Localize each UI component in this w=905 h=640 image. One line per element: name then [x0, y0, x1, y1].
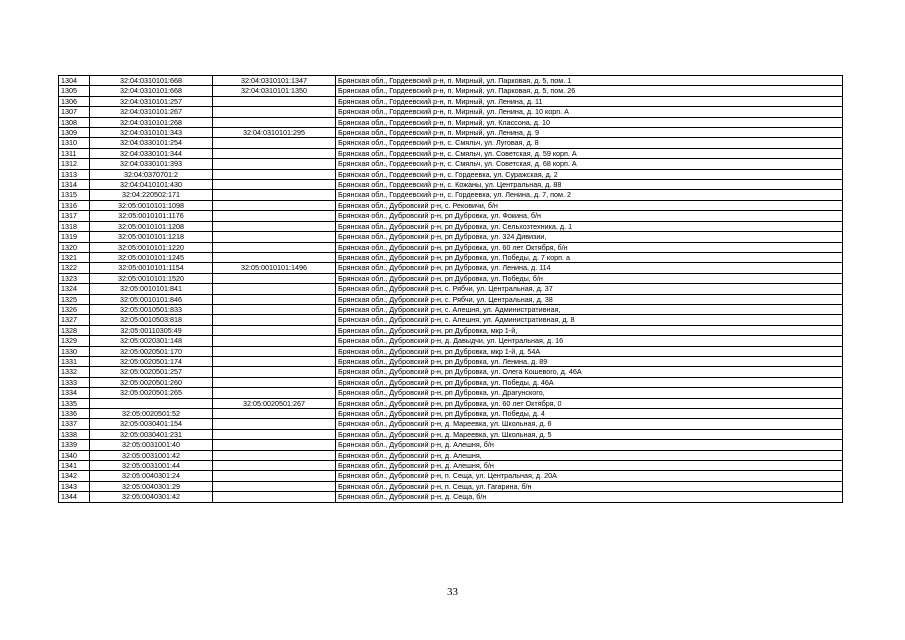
cadastral-number-cell: 32:05:0010101:1245	[90, 252, 213, 262]
table-row	[59, 200, 843, 210]
cadastral-number-cell: 32:04:0310101:668	[90, 86, 213, 96]
cadastral-number-cell: 32:05:0031001:44	[90, 461, 213, 471]
table-row	[59, 388, 843, 398]
address-cell: Брянская обл., Гордеевский р-н, с. Смяльч, ул. Советская, д. 68 корп. А	[336, 159, 843, 169]
address-cell: Брянская обл., Дубровский р-н, с. Алешня, ул. Административная, д. 8	[336, 315, 843, 325]
table-row	[59, 211, 843, 221]
cadastral-number-cell: 32:05:0010101:1176	[90, 211, 213, 221]
table-row	[59, 252, 843, 262]
address-cell: Брянская обл., Гордеевский р-н, с. Кожаны, ул. Центральная, д. 88	[336, 180, 843, 190]
cadastral-number-cell: 32:04:0310101:668	[90, 76, 213, 86]
row-number-cell: 1340	[59, 450, 90, 460]
address-cell: Брянская обл., Дубровский р-н, рп Дубровка, ул. Олега Кошевого, д. 46А	[336, 367, 843, 377]
table-row	[59, 180, 843, 190]
premises-cadastral-number-cell	[213, 356, 336, 366]
cadastral-number-cell: 32:05:0020501:170	[90, 346, 213, 356]
premises-cadastral-number-cell	[213, 304, 336, 314]
row-number-cell: 1312	[59, 159, 90, 169]
table-row	[59, 471, 843, 481]
premises-cadastral-number-cell	[213, 221, 336, 231]
row-number-cell: 1317	[59, 211, 90, 221]
table-row	[59, 398, 843, 408]
premises-cadastral-number-cell	[213, 252, 336, 262]
table-row	[59, 159, 843, 169]
table-row	[59, 377, 843, 387]
row-number-cell: 1329	[59, 336, 90, 346]
row-number-cell: 1342	[59, 471, 90, 481]
row-number-cell: 1334	[59, 388, 90, 398]
cadastral-number-cell: 32:05:0010101:1520	[90, 273, 213, 283]
address-cell: Брянская обл., Дубровский р-н, рп Дубровка, ул. Победы, б/н	[336, 273, 843, 283]
premises-cadastral-number-cell	[213, 409, 336, 419]
table-row	[59, 242, 843, 252]
premises-cadastral-number-cell	[213, 169, 336, 179]
address-cell: Брянская обл., Дубровский р-н, д. Сеща, б/н	[336, 492, 843, 502]
address-cell: Брянская обл., Дубровский р-н, д. Алешня, б/н	[336, 461, 843, 471]
row-number-cell: 1325	[59, 294, 90, 304]
cadastral-number-cell: 32:04:0410101:430	[90, 180, 213, 190]
cadastral-number-cell: 32:04:0370701:2	[90, 169, 213, 179]
table-row	[59, 429, 843, 439]
cadastral-number-cell: 32:05:0020301:148	[90, 336, 213, 346]
premises-cadastral-number-cell	[213, 315, 336, 325]
row-number-cell: 1332	[59, 367, 90, 377]
cadastral-number-cell: 32:05:0030401:154	[90, 419, 213, 429]
address-cell: Брянская обл., Гордеевский р-н, п. Мирный, ул. Ленина, д. 9	[336, 128, 843, 138]
premises-cadastral-number-cell: 32:04:0310101:1350	[213, 86, 336, 96]
row-number-cell: 1330	[59, 346, 90, 356]
table-row	[59, 304, 843, 314]
premises-cadastral-number-cell	[213, 471, 336, 481]
premises-cadastral-number-cell	[213, 242, 336, 252]
table-row	[59, 263, 843, 273]
table-row	[59, 190, 843, 200]
cadastral-number-cell: 32:05:0040301:42	[90, 492, 213, 502]
cadastral-number-cell: 32:04:0330101:393	[90, 159, 213, 169]
cadastral-number-cell: 32:05:0020501:257	[90, 367, 213, 377]
table-row	[59, 356, 843, 366]
table-row	[59, 450, 843, 460]
row-number-cell: 1306	[59, 96, 90, 106]
premises-cadastral-number-cell: 32:04:0310101:295	[213, 128, 336, 138]
cadastral-number-cell: 32:05:0010503:818	[90, 315, 213, 325]
premises-cadastral-number-cell	[213, 232, 336, 242]
address-cell: Брянская обл., Гордеевский р-н, с. Гордеевка, ул. Ленина, д. 7, пом. 2	[336, 190, 843, 200]
cadastral-number-cell: 32:05:0010101:1098	[90, 200, 213, 210]
premises-cadastral-number-cell	[213, 450, 336, 460]
cadastral-number-cell: 32:05:0010101:841	[90, 284, 213, 294]
cadastral-number-cell: 32:05:0031001:40	[90, 440, 213, 450]
cadastral-number-cell: 32:05:0010101:1154	[90, 263, 213, 273]
premises-cadastral-number-cell	[213, 117, 336, 127]
premises-cadastral-number-cell	[213, 377, 336, 387]
address-cell: Брянская обл., Дубровский р-н, п. Сеща, ул. Гагарина, б/н	[336, 481, 843, 491]
cadastral-number-cell: 32:04:0330101:344	[90, 148, 213, 158]
table-row	[59, 461, 843, 471]
premises-cadastral-number-cell	[213, 461, 336, 471]
address-cell: Брянская обл., Дубровский р-н, рп Дубровка, ул. Ленина, д. 114	[336, 263, 843, 273]
premises-cadastral-number-cell	[213, 481, 336, 491]
cadastral-number-cell: 32:04:0310101:267	[90, 107, 213, 117]
table-row	[59, 148, 843, 158]
premises-cadastral-number-cell	[213, 96, 336, 106]
row-number-cell: 1316	[59, 200, 90, 210]
table-row	[59, 221, 843, 231]
row-number-cell: 1318	[59, 221, 90, 231]
row-number-cell: 1321	[59, 252, 90, 262]
cadastral-number-cell: 32:05:0040301:29	[90, 481, 213, 491]
cadastral-number-cell: 32:05:00110305:49	[90, 325, 213, 335]
premises-cadastral-number-cell	[213, 492, 336, 502]
table-row	[59, 367, 843, 377]
table-row	[59, 409, 843, 419]
cadastral-number-cell: 32:04:0330101:254	[90, 138, 213, 148]
address-cell: Брянская обл., Гордеевский р-н, с. Гордеевка, ул. Суражская, д. 2	[336, 169, 843, 179]
address-cell: Брянская обл., Дубровский р-н, д. Давыдчи, ул. Центральная, д. 16	[336, 336, 843, 346]
row-number-cell: 1315	[59, 190, 90, 200]
table-row	[59, 492, 843, 502]
address-cell: Брянская обл., Дубровский р-н, с. Алешня, ул. Административная,	[336, 304, 843, 314]
address-cell: Брянская обл., Дубровский р-н, с. Рековичи, б/н	[336, 200, 843, 210]
premises-cadastral-number-cell	[213, 440, 336, 450]
table-row	[59, 294, 843, 304]
address-cell: Брянская обл., Дубровский р-н, рп Дубровка, мкр 1-й, д. 54А	[336, 346, 843, 356]
row-number-cell: 1323	[59, 273, 90, 283]
table-row	[59, 86, 843, 96]
premises-cadastral-number-cell	[213, 190, 336, 200]
address-cell: Брянская обл., Дубровский р-н, рп Дубровка, мкр 1-й,	[336, 325, 843, 335]
premises-cadastral-number-cell	[213, 388, 336, 398]
address-cell: Брянская обл., Дубровский р-н, рп Дубровка, ул. Победы, д. 7 корп. а	[336, 252, 843, 262]
row-number-cell: 1307	[59, 107, 90, 117]
row-number-cell: 1338	[59, 429, 90, 439]
table-row	[59, 96, 843, 106]
cadastral-number-cell: 32:05:0010501:833	[90, 304, 213, 314]
premises-cadastral-number-cell	[213, 273, 336, 283]
premises-cadastral-number-cell	[213, 367, 336, 377]
row-number-cell: 1327	[59, 315, 90, 325]
address-cell: Брянская обл., Гордеевский р-н, п. Мирный, ул. Классона, д. 10	[336, 117, 843, 127]
row-number-cell: 1310	[59, 138, 90, 148]
table-row	[59, 138, 843, 148]
cadastral-number-cell: 32:04:0310101:343	[90, 128, 213, 138]
row-number-cell: 1311	[59, 148, 90, 158]
row-number-cell: 1341	[59, 461, 90, 471]
premises-cadastral-number-cell	[213, 211, 336, 221]
row-number-cell: 1304	[59, 76, 90, 86]
premises-cadastral-number-cell	[213, 336, 336, 346]
row-number-cell: 1335	[59, 398, 90, 408]
cadastral-number-cell: 32:04:220502:171	[90, 190, 213, 200]
cadastral-number-cell: 32:05:0010101:1208	[90, 221, 213, 231]
premises-cadastral-number-cell: 32:05:0010101:1496	[213, 263, 336, 273]
table-row	[59, 128, 843, 138]
address-cell: Брянская обл., Гордеевский р-н, п. Мирный, ул. Парковая, д. 5, пом. 26	[336, 86, 843, 96]
premises-cadastral-number-cell	[213, 429, 336, 439]
table-body	[59, 76, 843, 503]
table-row	[59, 440, 843, 450]
address-cell: Брянская обл., Дубровский р-н, рп Дубровка, ул. Ленина, д. 89	[336, 356, 843, 366]
premises-cadastral-number-cell	[213, 325, 336, 335]
table-row	[59, 346, 843, 356]
row-number-cell: 1313	[59, 169, 90, 179]
address-cell: Брянская обл., Дубровский р-н, д. Алешня, б/н	[336, 440, 843, 450]
cadastral-number-cell: 32:04:0310101:257	[90, 96, 213, 106]
premises-cadastral-number-cell	[213, 346, 336, 356]
table-row	[59, 284, 843, 294]
address-cell: Брянская обл., Дубровский р-н, рп Дубровка, ул. Драгунского,	[336, 388, 843, 398]
table-row	[59, 117, 843, 127]
cadastral-number-cell: 32:05:0031001:42	[90, 450, 213, 460]
row-number-cell: 1336	[59, 409, 90, 419]
cadastral-number-cell: 32:05:0010101:1218	[90, 232, 213, 242]
address-cell: Брянская обл., Дубровский р-н, д. Мареевка, ул. Школьная, д. 5	[336, 429, 843, 439]
table-row	[59, 273, 843, 283]
table-row	[59, 107, 843, 117]
address-cell: Брянская обл., Дубровский р-н, рп Дубровка, ул. 60 лет Октября, б/н	[336, 242, 843, 252]
cadastral-number-cell: 32:05:0020501:52	[90, 409, 213, 419]
row-number-cell: 1322	[59, 263, 90, 273]
table-row	[59, 76, 843, 86]
address-cell: Брянская обл., Дубровский р-н, рп Дубровка, ул. 324 Дивизии,	[336, 232, 843, 242]
premises-cadastral-number-cell	[213, 180, 336, 190]
address-cell: Брянская обл., Дубровский р-н, д. Алешня,	[336, 450, 843, 460]
address-cell: Брянская обл., Дубровский р-н, с. Рябчи, ул. Центральная, д. 38	[336, 294, 843, 304]
premises-cadastral-number-cell	[213, 200, 336, 210]
row-number-cell: 1337	[59, 419, 90, 429]
cadastral-number-cell: 32:05:0020501:174	[90, 356, 213, 366]
table-row	[59, 481, 843, 491]
premises-cadastral-number-cell	[213, 159, 336, 169]
premises-cadastral-number-cell	[213, 107, 336, 117]
cadastral-number-cell: 32:05:0040301:24	[90, 471, 213, 481]
address-cell: Брянская обл., Дубровский р-н, п. Сеща, ул. Центральная, д. 20А	[336, 471, 843, 481]
premises-cadastral-number-cell	[213, 419, 336, 429]
page-number: 33	[447, 586, 458, 598]
row-number-cell: 1308	[59, 117, 90, 127]
table-row	[59, 169, 843, 179]
row-number-cell: 1319	[59, 232, 90, 242]
cadastral-number-cell: 32:05:0020501:260	[90, 377, 213, 387]
address-cell: Брянская обл., Дубровский р-н, рп Дубровка, ул. Фокина, б/н	[336, 211, 843, 221]
table-row	[59, 232, 843, 242]
table-row	[59, 419, 843, 429]
table-row	[59, 325, 843, 335]
row-number-cell: 1344	[59, 492, 90, 502]
cadastral-number-cell: 32:05:0010101:1220	[90, 242, 213, 252]
cadastral-number-cell: 32:04:0310101:268	[90, 117, 213, 127]
premises-cadastral-number-cell	[213, 294, 336, 304]
address-cell: Брянская обл., Дубровский р-н, д. Мареевка, ул. Школьная, д. 6	[336, 419, 843, 429]
address-cell: Брянская обл., Дубровский р-н, рп Дубровка, ул. Сельхозтехника, д. 1	[336, 221, 843, 231]
row-number-cell: 1331	[59, 356, 90, 366]
address-cell: Брянская обл., Гордеевский р-н, с. Смяльч, ул. Луговая, д. 8	[336, 138, 843, 148]
premises-cadastral-number-cell: 32:05:0020501:267	[213, 398, 336, 408]
row-number-cell: 1309	[59, 128, 90, 138]
property-registry-table	[58, 75, 843, 503]
address-cell: Брянская обл., Гордеевский р-н, п. Мирный, ул. Парковая, д. 5, пом. 1	[336, 76, 843, 86]
row-number-cell: 1314	[59, 180, 90, 190]
address-cell: Брянская обл., Дубровский р-н, с. Рябчи, ул. Центральная, д. 37	[336, 284, 843, 294]
cadastral-number-cell: 32:05:0030401:231	[90, 429, 213, 439]
row-number-cell: 1343	[59, 481, 90, 491]
row-number-cell: 1333	[59, 377, 90, 387]
address-cell: Брянская обл., Дубровский р-н, рп Дубровка, ул. Победы, д. 46А	[336, 377, 843, 387]
table-row	[59, 336, 843, 346]
row-number-cell: 1305	[59, 86, 90, 96]
address-cell: Брянская обл., Гордеевский р-н, п. Мирный, ул. Ленина, д. 11	[336, 96, 843, 106]
cadastral-number-cell: 32:05:0020501:265	[90, 388, 213, 398]
premises-cadastral-number-cell	[213, 148, 336, 158]
address-cell: Брянская обл., Дубровский р-н, рп Дубровка, ул. 60 лет Октября, 0	[336, 398, 843, 408]
row-number-cell: 1324	[59, 284, 90, 294]
premises-cadastral-number-cell	[213, 138, 336, 148]
row-number-cell: 1339	[59, 440, 90, 450]
address-cell: Брянская обл., Гордеевский р-н, п. Мирный, ул. Ленина, д. 10 корп. А	[336, 107, 843, 117]
row-number-cell: 1328	[59, 325, 90, 335]
cadastral-number-cell	[90, 398, 213, 408]
table-row	[59, 315, 843, 325]
cadastral-number-cell: 32:05:0010101:846	[90, 294, 213, 304]
address-cell: Брянская обл., Гордеевский р-н, с. Смяльч, ул. Советская, д. 59 корп. А	[336, 148, 843, 158]
row-number-cell: 1326	[59, 304, 90, 314]
row-number-cell: 1320	[59, 242, 90, 252]
premises-cadastral-number-cell: 32:04:0310101:1347	[213, 76, 336, 86]
address-cell: Брянская обл., Дубровский р-н, рп Дубровка, ул. Победы, д. 4	[336, 409, 843, 419]
premises-cadastral-number-cell	[213, 284, 336, 294]
